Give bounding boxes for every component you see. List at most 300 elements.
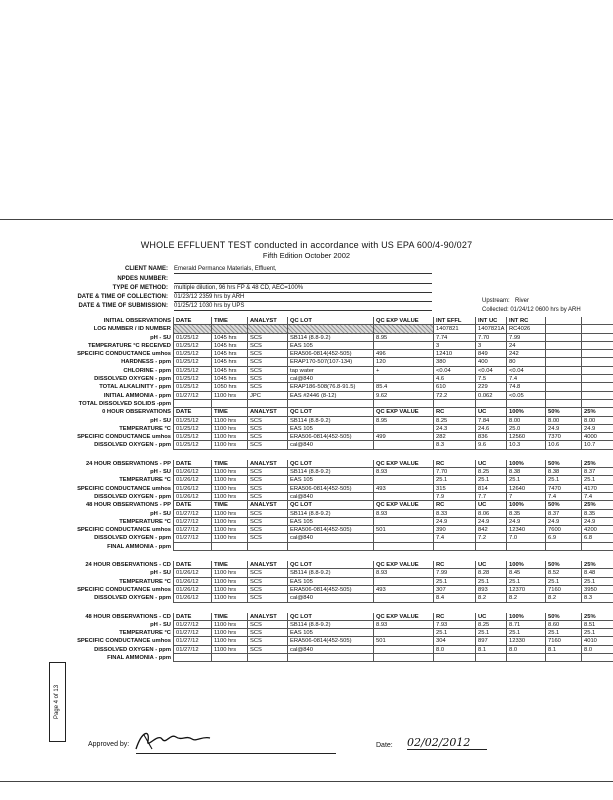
table-cell [582,400,613,408]
row-label: TEMPERATURE °C [0,425,174,433]
table-cell [374,534,434,542]
table-cell: 1045 hrs [212,350,248,358]
table-cell: 7.70 [434,468,476,476]
table-cell [212,654,248,662]
table-cell: 01/26/12 [174,578,212,586]
table-cell: 01/25/12 [174,367,212,375]
table-cell: 7.74 [434,334,476,342]
table-cell: INT RC [507,317,546,325]
field-value: multiple dilution, 96 hrs FP & 48 CD, AEC=100% [174,284,432,293]
row-label: SPECIFIC CONDUCTANCE umhos [0,586,174,594]
table-cell [374,646,434,654]
form-edition: Fifth Edition October 2002 [262,251,351,260]
table-cell: 0.062 [476,392,507,400]
table-cell: 3950 [582,586,613,594]
table-cell: 8.93 [374,621,434,629]
table-cell: ERA506-0814(452-505) [288,586,374,594]
table-cell: 8.52 [546,569,582,577]
table-cell: 493 [374,485,434,493]
table-cell: EAS #2446 (8-12) [288,392,374,400]
table-cell: 25.1 [476,476,507,484]
table-cell [546,358,582,366]
row-label: TEMPERATURE °C [0,578,174,586]
table-cell: 7.7 [476,493,507,501]
table-cell: 8.48 [582,569,613,577]
table-cell: 1100 hrs [212,629,248,637]
table-cell: 6.9 [546,534,582,542]
table-cell: QC LOT [288,408,374,416]
table-cell [212,325,248,333]
table-cell [174,654,212,662]
table-cell: 1100 hrs [212,425,248,433]
table-cell: ANALYST [248,408,288,416]
table-cell: SCS [248,417,288,425]
table-cell: 01/26/12 [174,476,212,484]
row-label: FINAL AMMONIA - ppm [0,654,174,662]
table-cell: 229 [476,383,507,391]
row-label: SPECIFIC CONDUCTANCE umhos [0,350,174,358]
table-cell [582,350,613,358]
table-cell: 25.1 [434,476,476,484]
table-cell: 25.1 [507,476,546,484]
table-cell: 1045 hrs [212,375,248,383]
table-cell: 01/26/12 [174,493,212,501]
table-cell: TIME [212,613,248,621]
table-cell [546,334,582,342]
table-cell: 7160 [546,586,582,594]
table-cell: 8.51 [582,621,613,629]
table-cell: SCS [248,342,288,350]
row-label: INITIAL AMMONIA - ppm [0,392,174,400]
table-cell [248,400,288,408]
table-cell: SCS [248,476,288,484]
table-cell [374,654,434,662]
field-label: DATE & TIME OF COLLECTION: [77,294,168,300]
table-cell [582,543,613,551]
table-cell [546,342,582,350]
table-cell: 1045 hrs [212,367,248,375]
row-label: SPECIFIC CONDUCTANCE umhos [0,433,174,441]
field-label: CLIENT NAME: [125,266,168,272]
table-cell: 50% [546,460,582,468]
table-cell: 8.00 [582,417,613,425]
table-cell: SB114 (8.8-9.2) [288,468,374,476]
table-cell: 01/25/12 [174,375,212,383]
table-cell: 7.5 [476,375,507,383]
table-cell: 100% [507,460,546,468]
table-cell: 9.62 [374,392,434,400]
row-label: DISSOLVED OXYGEN - ppm [0,534,174,542]
approved-by-line [136,753,336,754]
table-cell [476,654,507,662]
row-label: pH - SU [0,468,174,476]
table-cell: TIME [212,501,248,509]
table-cell: ANALYST [248,460,288,468]
table-cell: SCS [248,468,288,476]
row-label: 48 HOUR OBSERVATIONS - CD [0,613,174,621]
table-cell: 24.9 [546,518,582,526]
table-cell: 7370 [546,433,582,441]
table-cell: 25.0 [507,425,546,433]
table-cell: 7600 [546,526,582,534]
table-cell [288,654,374,662]
table-cell [434,543,476,551]
table-cell: 25% [582,613,613,621]
table-cell: 8.28 [476,569,507,577]
field-value: 01/23/12 2359 hrs by ARH [174,293,432,302]
table-cell: QC EXP VALUE [374,317,434,325]
table-cell: ERAP186-508(76.8-91.5) [288,383,374,391]
table-cell: 307 [434,586,476,594]
table-cell: 1100 hrs [212,485,248,493]
table-cell: SCS [248,586,288,594]
field-label: DATE & TIME OF SUBMISSION: [78,303,168,309]
table-cell: 24.3 [434,425,476,433]
table-cell: 8.25 [434,417,476,425]
table-cell [248,543,288,551]
row-label: INITIAL OBSERVATIONS [0,317,174,325]
table-cell: 25% [582,408,613,416]
table-cell: 4010 [582,637,613,645]
table-cell: 24.6 [476,425,507,433]
table-cell: 7.84 [476,417,507,425]
row-label: DISSOLVED OXYGEN - ppm [0,493,174,501]
table-cell: 1407821 [434,325,476,333]
table-cell: 893 [476,586,507,594]
signature-image [130,727,220,753]
table-cell: SCS [248,493,288,501]
table-cell: 8.71 [507,621,546,629]
table-cell: SCS [248,637,288,645]
row-label: FINAL AMMONIA - ppm [0,543,174,551]
table-cell: ERA506-0814(452-505) [288,350,374,358]
table-cell: SCS [248,578,288,586]
row-label: 48 HOUR OBSERVATIONS - PP [0,501,174,509]
row-label: TEMPERATURE °C RECEIVED [0,342,174,350]
table-cell: <0.04 [507,367,546,375]
table-cell: 25.1 [434,629,476,637]
table-cell: cal@840 [288,375,374,383]
table-cell: SCS [248,485,288,493]
row-label: pH - SU [0,510,174,518]
table-cell: 01/27/12 [174,621,212,629]
table-cell [374,375,434,383]
table-cell: <0.05 [507,392,546,400]
table-cell: 496 [374,350,434,358]
table-cell: 50% [546,501,582,509]
table-cell [582,383,613,391]
table-cell: 12340 [507,526,546,534]
table-cell [582,375,613,383]
table-cell: 8.37 [582,468,613,476]
table-cell: 50% [546,561,582,569]
table-cell [582,392,613,400]
table-cell: 72.2 [434,392,476,400]
table-cell: SCS [248,375,288,383]
table-cell [582,367,613,375]
table-cell [507,654,546,662]
table-cell: 1045 hrs [212,342,248,350]
table-cell [374,543,434,551]
table-cell: QC LOT [288,317,374,325]
table-cell: 3 [476,342,507,350]
row-label: HARDNESS - ppm [0,358,174,366]
table-cell: 8.37 [546,510,582,518]
row-label: DISSOLVED OXYGEN - ppm [0,375,174,383]
table-cell: 501 [374,526,434,534]
date-label: Date: [376,742,393,749]
table-cell: TIME [212,408,248,416]
table-cell: 4200 [582,526,613,534]
table-cell: 01/25/12 [174,350,212,358]
table-cell: 25% [582,501,613,509]
table-cell: 8.4 [434,594,476,602]
table-cell: 1100 hrs [212,417,248,425]
table-cell [582,334,613,342]
table-cell: SCS [248,425,288,433]
table-cell: 25% [582,460,613,468]
table-cell: 1045 hrs [212,358,248,366]
table-cell: UC [476,460,507,468]
table-cell: 4000 [582,433,613,441]
row-label: SPECIFIC CONDUCTANCE umhos [0,526,174,534]
table-cell: + [374,367,434,375]
table-cell [248,325,288,333]
row-label: 24 HOUR OBSERVATIONS - CD [0,561,174,569]
table-cell: 24.9 [546,425,582,433]
table-cell: QC LOT [288,460,374,468]
table-cell: 7.4 [546,493,582,501]
table-cell: 8.0 [434,646,476,654]
table-cell: 8.95 [374,334,434,342]
table-cell: 7.4 [582,493,613,501]
table-cell: 100% [507,613,546,621]
table-cell: 01/25/12 [174,383,212,391]
table-cell: 25.1 [546,629,582,637]
table-cell: 8.38 [546,468,582,476]
table-cell: 315 [434,485,476,493]
table-cell [288,543,374,551]
table-cell: 12640 [507,485,546,493]
table-cell: DATE [174,501,212,509]
table-cell: 24 [507,342,546,350]
table-cell: 8.3 [434,441,476,449]
table-cell: 25.1 [546,578,582,586]
table-cell: 1100 hrs [212,493,248,501]
table-cell: 7.99 [507,334,546,342]
row-label: LOG NUMBER / ID NUMBER [0,325,174,333]
table-cell: 01/25/12 [174,417,212,425]
scan-edge-top [0,219,613,220]
table-cell: 8.93 [374,569,434,577]
table-cell: 8.06 [476,510,507,518]
scan-edge-bottom [0,781,613,782]
table-cell: 1100 hrs [212,594,248,602]
table-cell: 01/25/12 [174,342,212,350]
table-cell: 493 [374,586,434,594]
table-cell: 24.9 [582,518,613,526]
table-cell: 8.35 [507,510,546,518]
table-cell: 400 [476,358,507,366]
table-cell: 304 [434,637,476,645]
table-cell: 01/27/12 [174,518,212,526]
table-cell: ANALYST [248,561,288,569]
table-cell: 01/26/12 [174,594,212,602]
table-cell: QC EXP VALUE [374,501,434,509]
table-cell: SCS [248,526,288,534]
table-cell: 501 [374,637,434,645]
table-cell: 01/25/12 [174,441,212,449]
table-cell: TIME [212,561,248,569]
table-cell [546,325,582,333]
table-cell: INT EFFL [434,317,476,325]
table-cell [546,543,582,551]
table-cell: 8.25 [476,621,507,629]
row-label: SPECIFIC CONDUCTANCE umhos [0,637,174,645]
table-cell: 24.9 [476,518,507,526]
table-cell: 8.0 [507,646,546,654]
table-cell: 1100 hrs [212,468,248,476]
table-cell: 1100 hrs [212,526,248,534]
table-cell: 25.1 [507,578,546,586]
table-cell: SCS [248,383,288,391]
table-cell: 390 [434,526,476,534]
date-value: 02/02/2012 [407,736,487,750]
table-cell: 8.38 [507,468,546,476]
table-cell [546,317,582,325]
table-cell: 01/27/12 [174,526,212,534]
table-cell: DATE [174,460,212,468]
table-cell: cal@840 [288,594,374,602]
table-cell: 8.2 [546,594,582,602]
table-cell: 74.8 [507,383,546,391]
table-cell: 7.4 [507,375,546,383]
table-cell: RC [434,561,476,569]
table-cell [374,578,434,586]
table-cell [374,425,434,433]
table-cell [288,325,374,333]
table-cell: 25.1 [582,476,613,484]
table-cell: 1050 hrs [212,383,248,391]
table-cell: SB114 (8.8-9.2) [288,569,374,577]
row-label: TEMPERATURE °C [0,629,174,637]
table-cell: 8.3 [582,594,613,602]
upstream-collected: Collected: 01/24/12 0600 hrs by ARH [482,307,581,313]
table-cell: 24.9 [507,518,546,526]
row-label: TOTAL ALKALINITY - ppm [0,383,174,391]
table-cell [582,317,613,325]
table-cell: 25.1 [434,578,476,586]
table-cell [374,518,434,526]
table-cell [374,441,434,449]
table-cell: ERAP170-507(107-134) [288,358,374,366]
table-cell: 8.93 [374,510,434,518]
table-cell [582,325,613,333]
table-cell: 100% [507,561,546,569]
table-cell: tap water [288,367,374,375]
row-label: pH - SU [0,569,174,577]
table-cell [374,629,434,637]
field-label: NPDES NUMBER: [117,276,168,282]
table-cell: 10.7 [582,441,613,449]
table-cell: 8.25 [476,468,507,476]
table-cell: SCS [248,629,288,637]
table-cell: EAS 105 [288,425,374,433]
table-cell: DATE [174,561,212,569]
table-cell: ANALYST [248,501,288,509]
table-cell: JPC [248,392,288,400]
table-cell: ERA506-0814(452-505) [288,485,374,493]
table-cell: cal@840 [288,534,374,542]
table-cell: TIME [212,317,248,325]
table-cell: 8.93 [374,468,434,476]
table-cell: 1100 hrs [212,518,248,526]
table-cell: SB114 (8.8-9.2) [288,510,374,518]
row-label: pH - SU [0,334,174,342]
row-label: CHLORINE - ppm [0,367,174,375]
table-cell: 8.2 [507,594,546,602]
table-cell: 1100 hrs [212,637,248,645]
table-cell: cal@840 [288,493,374,501]
table-cell: QC EXP VALUE [374,460,434,468]
table-cell: SCS [248,510,288,518]
table-cell: 7 [507,493,546,501]
table-cell: 836 [476,433,507,441]
table-cell [374,325,434,333]
table-cell [212,543,248,551]
table-cell: 01/25/12 [174,433,212,441]
table-cell: 7.2 [476,534,507,542]
table-cell: 01/25/12 [174,425,212,433]
table-cell: RC4026 [507,325,546,333]
table-cell: 50% [546,613,582,621]
table-cell: 380 [434,358,476,366]
table-cell: UC [476,501,507,509]
table-cell: 01/26/12 [174,586,212,594]
table-cell: UC [476,408,507,416]
table-cell [546,367,582,375]
table-cell: 120 [374,358,434,366]
table-cell: 1407821A [476,325,507,333]
table-cell: 4170 [582,485,613,493]
table-cell: 01/26/12 [174,485,212,493]
table-cell: 50% [546,408,582,416]
table-cell [546,383,582,391]
table-cell [546,400,582,408]
table-cell: 3 [434,342,476,350]
table-cell: 8.33 [434,510,476,518]
table-cell: 9.6 [476,441,507,449]
table-cell: SCS [248,358,288,366]
table-cell: SB114 (8.8-9.2) [288,621,374,629]
table-cell: 7160 [546,637,582,645]
table-cell: ANALYST [248,613,288,621]
table-cell [582,358,613,366]
table-cell: 8.45 [507,569,546,577]
table-cell: ERA506-0814(452-505) [288,433,374,441]
table-cell: 1100 hrs [212,569,248,577]
table-cell: 1100 hrs [212,476,248,484]
table-cell: SCS [248,569,288,577]
page-number: Page 4 of 13 [49,662,66,742]
table-cell: SCS [248,334,288,342]
table-cell [434,400,476,408]
table-cell: 1100 hrs [212,621,248,629]
table-cell [476,400,507,408]
table-cell: 282 [434,433,476,441]
table-cell [288,400,374,408]
table-cell: 100% [507,501,546,509]
